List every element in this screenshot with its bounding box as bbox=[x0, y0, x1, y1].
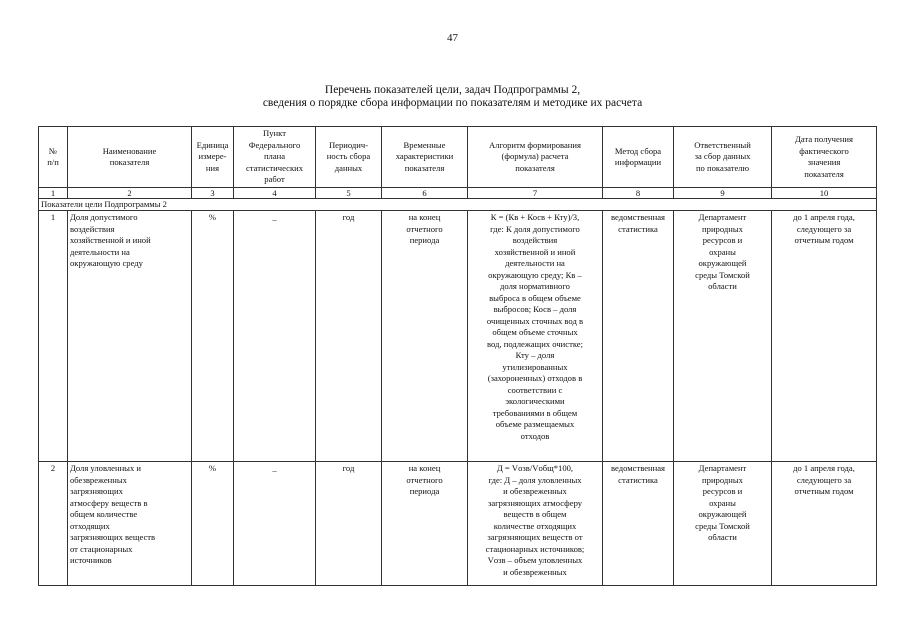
plan-item-cell: _ bbox=[234, 211, 316, 462]
column-number: 8 bbox=[603, 188, 674, 199]
indicators-table bbox=[38, 126, 877, 586]
algorithm-cell: К = (Кв + Косв + Кту)/3, где: К доля допустимого воздействия хозяйственной и иной деятельности на окружающую среду; Кв – доля нормативного выброса в общем объеме выбросов; Косв – доля очищенных сточных вод в общем объеме сточных вод, подлежащих очистке; Кту – доля утилизированных (захороненных) отходов в соответствии с экологическими требованиями в общем объеме размещаемых отходов bbox=[468, 211, 603, 462]
header-cell: Наименование показателя bbox=[68, 127, 192, 188]
header-cell: Пункт Федерального плана статистических работ bbox=[234, 127, 316, 188]
column-number-row bbox=[39, 188, 877, 199]
page-number: 47 bbox=[447, 32, 458, 44]
indicator-name: Доля допустимого воздействия хозяйственной и иной деятельности на окружающую среду bbox=[68, 211, 192, 462]
periodicity-cell: год bbox=[316, 462, 382, 586]
column-number: 10 bbox=[772, 188, 877, 199]
header-cell: № п/п bbox=[39, 127, 68, 188]
header-row bbox=[39, 127, 877, 188]
row-number: 2 bbox=[39, 462, 68, 586]
date-cell: до 1 апреля года, следующего за отчетным годом bbox=[772, 211, 877, 462]
column-number: 3 bbox=[192, 188, 234, 199]
date-cell: до 1 апреля года, следующего за отчетным годом bbox=[772, 462, 877, 586]
responsible-cell: Департамент природных ресурсов и охраны окружающей среды Томской области bbox=[674, 462, 772, 586]
header-cell: Единица измере- ния bbox=[192, 127, 234, 188]
algorithm-cell bbox=[468, 462, 603, 586]
document-title bbox=[0, 84, 905, 110]
indicator-name: Доля уловленных и обезвреженных загрязняющих атмосферу веществ в общем количестве отходящих загрязняющих веществ от стационарных источников bbox=[68, 462, 192, 586]
table-row bbox=[39, 211, 877, 462]
column-number: 2 bbox=[68, 188, 192, 199]
header-cell: Дата получения фактического значения показателя bbox=[772, 127, 877, 188]
header-cell: Временные характеристики показателя bbox=[382, 127, 468, 188]
column-number: 1 bbox=[39, 188, 68, 199]
column-number: 9 bbox=[674, 188, 772, 199]
table-row bbox=[39, 462, 877, 586]
header-cell: Периодич- ность сбора данных bbox=[316, 127, 382, 188]
header-cell: Алгоритм формирования (формула) расчета показателя bbox=[468, 127, 603, 188]
time-characteristic-cell: на конец отчетного периода bbox=[382, 462, 468, 586]
plan-item-cell: _ bbox=[234, 462, 316, 586]
title-line-2: сведения о порядке сбора информации по показателям и методике их расчета bbox=[262, 97, 643, 109]
responsible-cell: Департамент природных ресурсов и охраны окружающей среды Томской области bbox=[674, 211, 772, 462]
unit-cell: % bbox=[192, 462, 234, 586]
unit-cell: % bbox=[192, 211, 234, 462]
header-cell: Ответственный за сбор данных по показателю bbox=[674, 127, 772, 188]
method-cell: ведомственная статистика bbox=[603, 462, 674, 586]
algorithm-text: Д = Vозв/Vобщ*100, где: Д – доля уловленных и обезвреженных загрязняющих атмосферу веществ в общем количестве отходящих загрязняющих веществ от стационарных источников; Vозв – объем уловленных и обезвреженных bbox=[485, 463, 585, 577]
header-cell: Метод сбора информации bbox=[603, 127, 674, 188]
section-row bbox=[39, 199, 877, 211]
method-cell: ведомственная статистика bbox=[603, 211, 674, 462]
row-number: 1 bbox=[39, 211, 68, 462]
column-number: 4 bbox=[234, 188, 316, 199]
time-characteristic-cell: на конец отчетного периода bbox=[382, 211, 468, 462]
section-label: Показатели цели Подпрограммы 2 bbox=[39, 199, 877, 211]
column-number: 7 bbox=[468, 188, 603, 199]
periodicity-cell: год bbox=[316, 211, 382, 462]
column-number: 6 bbox=[382, 188, 468, 199]
column-number: 5 bbox=[316, 188, 382, 199]
title-line-1: Перечень показателей цели, задач Подпрограммы 2, bbox=[324, 84, 581, 96]
